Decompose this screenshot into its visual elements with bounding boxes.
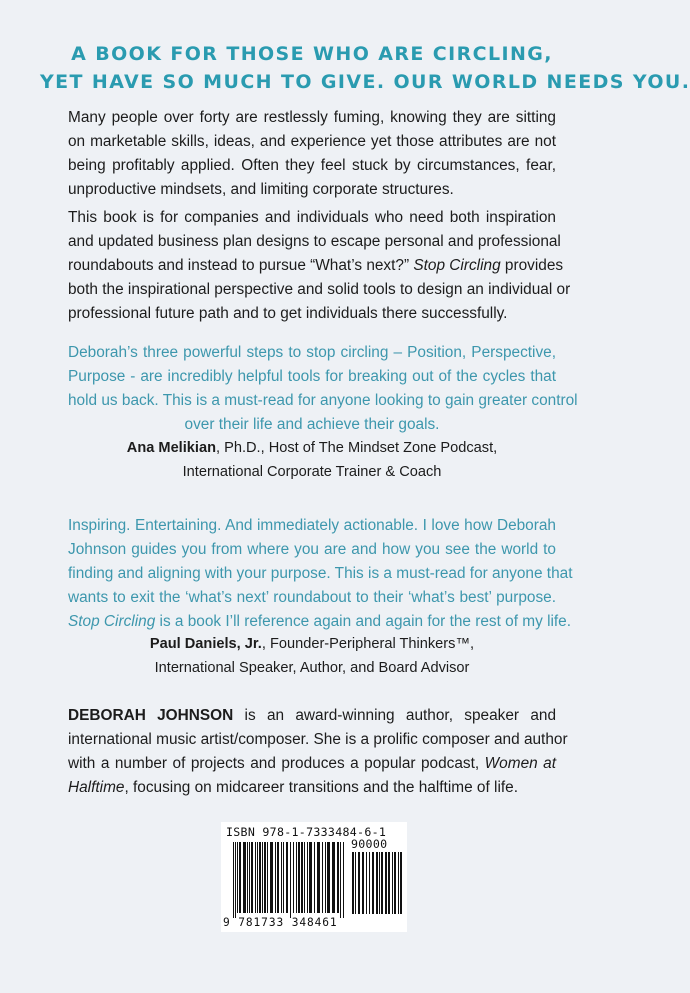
attribution-line: International Corporate Trainer & Coach [182, 464, 442, 480]
barcode-bar [301, 842, 303, 913]
purpose-paragraph [68, 206, 571, 326]
podcast-title: Women at [484, 755, 556, 772]
barcode-bar [290, 842, 291, 918]
barcode-bar [366, 852, 367, 914]
headline-line-1: A BOOK FOR THOSE WHO ARE CIRCLING, [71, 43, 553, 65]
headline [40, 40, 690, 96]
purpose-line [68, 254, 564, 278]
barcode-bar [298, 842, 300, 913]
barcode-bar [257, 842, 258, 913]
book-title: Stop Circling [68, 613, 156, 630]
barcode-bar [293, 842, 294, 913]
barcode-bar [385, 852, 387, 914]
barcode-bar [337, 842, 339, 913]
barcode-bar [239, 842, 241, 913]
intro-line: being profitably applied. Often they feel stuck by circumstances, fear, [68, 157, 556, 174]
quote-line: hold us back. This is a must-read for anyone looking to gain greater control [68, 392, 578, 409]
bio-text: is an award-winning author, speaker and [233, 707, 557, 724]
barcode-bar [243, 842, 246, 913]
author-bio [68, 704, 568, 800]
barcode-bar [388, 852, 390, 914]
quote-line: Purpose - are incredibly helpful tools for breaking out of the cycles that [68, 368, 556, 385]
quote-text: is a book I’ll reference again and again for the rest of my life. [155, 613, 572, 630]
purpose-text: roundabouts and instead to pursue “What’s next?” [68, 257, 414, 274]
barcode-bar [376, 852, 378, 914]
barcode-bar [270, 842, 273, 913]
barcode-bar [275, 842, 276, 913]
barcode-bar [235, 842, 236, 918]
purpose-text: provides [500, 257, 564, 274]
barcode-bar [369, 852, 370, 914]
bio-line: international music artist/composer. She is a prolific composer and author [68, 731, 568, 748]
purpose-line: both the inspirational perspective and solid tools to design an individual or [68, 281, 571, 298]
endorsement-quote-1 [68, 341, 578, 437]
barcode-bar [309, 842, 312, 913]
bio-line [68, 752, 556, 776]
attribution-line [68, 436, 556, 460]
podcast-title: Halftime [68, 779, 125, 796]
barcode-bar [233, 842, 234, 918]
barcode-bar [304, 842, 305, 913]
barcode-bar [400, 852, 402, 914]
quote-line: Johnson guides you from where you are and how you see the world to [68, 541, 556, 558]
quote-line [68, 610, 572, 634]
barcode-bar [379, 852, 380, 914]
barcode-bar [281, 842, 282, 913]
barcode-bar [277, 842, 279, 913]
barcode-bar [286, 842, 288, 913]
barcode-bar [237, 842, 238, 913]
barcode-bar [249, 842, 250, 913]
barcode-bar [251, 842, 253, 913]
endorser-credential: , Ph.D., Host of The Mindset Zone Podcast, [216, 440, 498, 456]
barcode-bar [314, 842, 315, 913]
barcode-bar [247, 842, 248, 913]
bio-text: , focusing on midcareer transitions and the halftime of life. [124, 779, 518, 796]
barcode-bar [358, 852, 360, 914]
author-name: DEBORAH JOHNSON [68, 707, 234, 724]
barcode-bar [259, 842, 261, 913]
quote-line: wants to exit the ‘what’s next’ roundabout to their ‘what’s best’ purpose. [68, 589, 556, 606]
endorser-name: Paul Daniels, Jr. [149, 636, 262, 652]
barcode-bar [394, 852, 396, 914]
barcode-bar [322, 842, 323, 913]
barcode-bar [296, 842, 297, 913]
bio-text: with a number of projects and produces a popular podcast, [68, 755, 485, 772]
barcode-bar [362, 852, 364, 914]
ean-digits: 9 781733 348461 [223, 916, 338, 929]
barcode-bar [340, 842, 341, 918]
isbn-label: ISBN 978-1-7333484-6-1 [226, 825, 387, 839]
bio-line [68, 776, 556, 800]
barcode-bar [355, 852, 356, 914]
quote-line: Deborah’s three powerful steps to stop circling – Position, Perspective, [68, 344, 556, 361]
intro-line: Many people over forty are restlessly fuming, knowing they are sitting [68, 109, 556, 126]
quote-line: Inspiring. Entertaining. And immediately actionable. I love how Deborah [68, 517, 556, 534]
endorsement-attribution-1 [68, 436, 556, 484]
attribution-line: International Speaker, Author, and Board Advisor [154, 660, 470, 676]
book-title: Stop Circling [413, 257, 501, 274]
intro-paragraph [68, 106, 556, 202]
quote-line: finding and aligning with your purpose. This is a must-read for anyone that [68, 565, 573, 582]
barcode-bar [307, 842, 308, 913]
barcode-bar [332, 842, 335, 913]
endorsement-quote-2 [68, 514, 573, 634]
purpose-line: This book is for companies and individuals who need both inspiration [68, 209, 556, 226]
barcode-bar [267, 842, 268, 913]
barcode-bar [372, 852, 374, 914]
barcode-bar [325, 842, 326, 913]
barcode-bar [262, 842, 263, 913]
intro-line: on marketable skills, ideas, and experience yet those attributes are not [68, 133, 556, 150]
barcode-bar [327, 842, 330, 913]
attribution-line [68, 632, 556, 656]
endorsement-attribution-2 [68, 632, 556, 680]
intro-line: unproductive mindsets, and limiting corporate structures. [68, 181, 454, 198]
barcode-bar [283, 842, 284, 913]
barcode-bar [352, 852, 354, 914]
barcode-bar [381, 852, 383, 914]
barcode-bar [398, 852, 399, 914]
quote-line: over their life and achieve their goals. [184, 416, 440, 433]
isbn-barcode [221, 822, 407, 932]
endorser-name: Ana Melikian [126, 440, 216, 456]
endorser-credential: , Founder-Peripheral Thinkers™, [261, 636, 475, 652]
barcode-bar [317, 842, 320, 913]
bio-line [68, 704, 556, 728]
price-code: 90000 [351, 837, 388, 851]
purpose-line: and updated business plan designs to escape personal and professional [68, 233, 561, 250]
barcode-bar [255, 842, 256, 913]
barcode-bar [264, 842, 266, 913]
purpose-line: professional future path and to get individuals there successfully. [68, 305, 508, 322]
barcode-bar [392, 852, 393, 914]
barcode-bar [343, 842, 344, 918]
headline-line-2: YET HAVE SO MUCH TO GIVE. OUR WORLD NEEDS YOU. [40, 71, 690, 93]
